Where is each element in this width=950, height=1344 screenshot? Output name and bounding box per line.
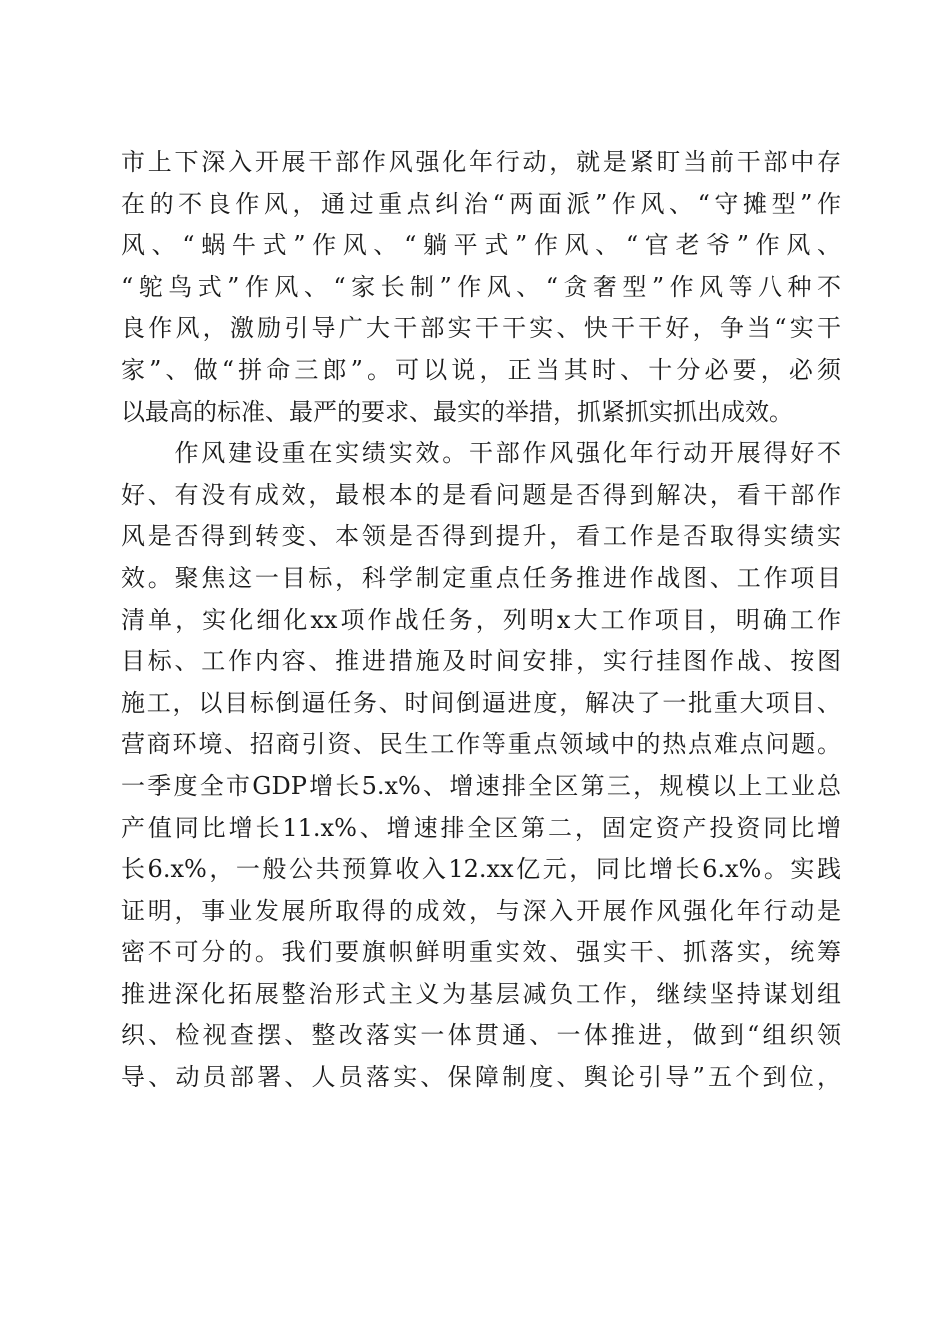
text-line: 效。聚焦这一目标，科学制定重点任务推进作战图、工作项目 [121,563,841,592]
text-line: “鸵鸟式”作风、“家长制”作风、“贪奢型”作风等八种不 [121,272,841,301]
text-line: 产值同比增长11.x%、增速排全区第二，固定资产投资同比增 [121,813,841,842]
text-line: 推进深化拓展整治形式主义为基层减负工作，继续坚持谋划组 [121,979,841,1008]
document-body [121,142,841,1099]
text-line: 营商环境、招商引资、民生工作等重点领域中的热点难点问题。 [121,730,841,759]
text-line: 导、动员部署、人员落实、保障制度、舆论引导”五个到位， [121,1063,841,1092]
text-line: 长6.x%，一般公共预算收入12.xx亿元，同比增长6.x%。实践 [121,855,841,884]
text-line: 织、检视查摆、整改落实一体贯通、一体推进，做到“组织领 [121,1021,841,1050]
text-line: 在的不良作风，通过重点纠治“两面派”作风、“守摊型”作 [121,189,841,218]
text-line: 风是否得到转变、本领是否得到提升，看工作是否取得实绩实 [121,522,841,551]
text-line: 施工，以目标倒逼任务、时间倒逼进度，解决了一批重大项目、 [121,688,841,717]
text-line: 密不可分的。我们要旗帜鲜明重实效、强实干、抓落实，统筹 [121,938,841,967]
text-line: 好、有没有成效，最根本的是看问题是否得到解决，看干部作 [121,480,841,509]
text-line: 风、“蜗牛式”作风、“躺平式”作风、“官老爷”作风、 [121,231,841,260]
text-line: 家”、做“拼命三郎”。可以说，正当其时、十分必要，必须 [121,355,841,384]
text-line: 目标、工作内容、推进措施及时间安排，实行挂图作战、按图 [121,647,841,676]
text-line: 良作风，激励引导广大干部实干干实、快干干好，争当“实干 [121,314,841,343]
text-line: 证明，事业发展所取得的成效，与深入开展作风强化年行动是 [121,896,841,925]
text-line: 清单，实化细化xx项作战任务，列明x大工作项目，明确工作 [121,605,841,634]
paragraph-end-line: 以最高的标准、最严的要求、最实的举措，抓紧抓实抓出成效。 [121,397,793,426]
text-line: 市上下深入开展干部作风强化年行动，就是紧盯当前干部中存 [121,148,841,176]
text-line: 一季度全市GDP增长5.x%、增速排全区第三，规模以上工业总 [121,771,841,800]
paragraph-start-line: 作风建设重在实绩实效。干部作风强化年行动开展得好不 [121,439,841,468]
